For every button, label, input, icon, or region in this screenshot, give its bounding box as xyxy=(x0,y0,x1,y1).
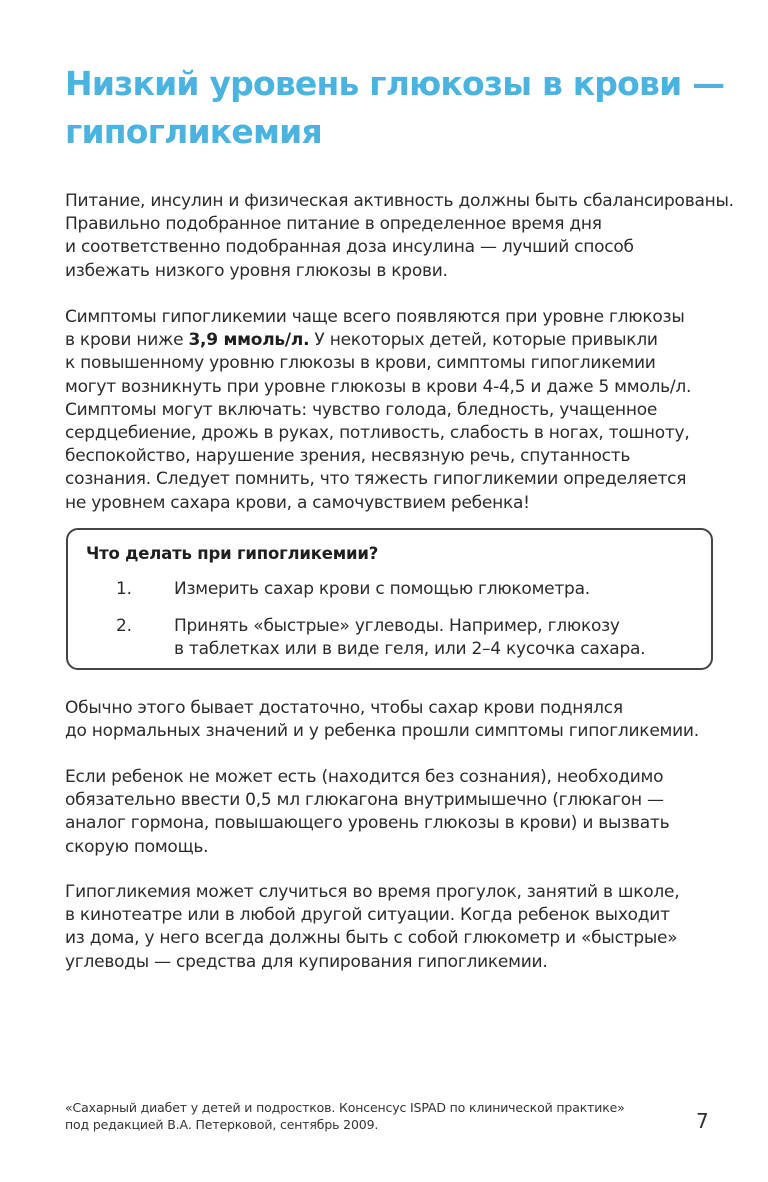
paragraph-line: могут возникнуть при уровне глюкозы в крови 4-4,5 и даже 5 ммоль/л. xyxy=(65,376,692,397)
paragraph-line: беспокойство, нарушение зрения, несвязную речь, спутанность xyxy=(65,446,631,467)
paragraph-line: углеводы — средства для купирования гипогликемии. xyxy=(65,951,548,972)
list-item-text: Измерить сахар крови с помощью глюкометра. xyxy=(174,579,590,599)
paragraph-line: до нормальных значений и у ребенка прошли симптомы гипогликемии. xyxy=(65,721,699,742)
paragraph-line: Симптомы гипогликемии чаще всего появляются при уровне глюкозы xyxy=(65,307,685,327)
paragraph-line: аналог гормона, повышающего уровень глюкозы в крови) и вызвать xyxy=(65,813,670,834)
paragraph-line: избежать низкого уровня глюкозы в крови. xyxy=(65,260,448,281)
list-item-number: 2. xyxy=(116,616,132,636)
paragraph-line: Симптомы могут включать: чувство голода, бледность, учащенное xyxy=(65,399,658,420)
paragraph-line: сердцебиение, дрожь в руках, потливость, слабость в ногах, тошноту, xyxy=(65,423,690,444)
paragraph-line: обязательно ввести 0,5 мл глюкагона внутримышечно (глюкагон — xyxy=(65,790,664,811)
hypoglycemia-actions-box xyxy=(66,528,713,670)
list-item-line: Принять «быстрые» углеводы. Например, глюкозу xyxy=(174,616,620,636)
paragraph-line: Обычно этого бывает достаточно, чтобы сахар крови поднялся xyxy=(65,698,623,718)
paragraph-line: сознания. Следует помнить, что тяжесть гипогликемии определяется xyxy=(65,469,687,490)
result-paragraph xyxy=(65,697,725,743)
paragraph-line: Гипогликемия может случиться во время прогулок, занятий в школе, xyxy=(65,882,680,902)
glucagon-paragraph xyxy=(65,766,725,859)
paragraph-line xyxy=(65,329,725,352)
list-item-line: в таблетках или в виде геля, или 2–4 кусочка сахара. xyxy=(174,639,646,660)
paragraph-line: из дома, у него всегда должны быть с собой глюкометр и «быстрые» xyxy=(65,928,678,949)
glucose-threshold: 3,9 ммоль/л. xyxy=(188,330,310,351)
list-item-text xyxy=(174,615,645,661)
text-fragment: в крови ниже xyxy=(65,330,189,351)
footnote-line: «Сахарный диабет у детей и подростков. Консенсус ISPAD по клинической практике» xyxy=(65,1100,625,1115)
paragraph-line: и соответственно подобранная доза инсулина — лучший способ xyxy=(65,237,634,258)
box-title: Что делать при гипогликемии? xyxy=(86,544,379,563)
page-title xyxy=(65,60,745,156)
title-line-1: Низкий уровень глюкозы в крови — xyxy=(65,64,725,103)
paragraph-line: скорую помощь. xyxy=(65,836,209,857)
paragraph-line: Питание, инсулин и физическая активность должны быть сбалансированы. xyxy=(65,191,734,211)
title-line-2: гипогликемия xyxy=(65,112,322,151)
text-fragment: У некоторых детей, которые привыкли xyxy=(309,330,658,351)
prevention-paragraph xyxy=(65,881,725,974)
footnote xyxy=(65,1099,685,1133)
page-number: 7 xyxy=(696,1109,709,1133)
paragraph-line: не уровнем сахара крови, а самочувствием ребенка! xyxy=(65,492,530,513)
paragraph-line: в кинотеатре или в любой другой ситуации. Когда ребенок выходит xyxy=(65,905,670,926)
symptoms-paragraph xyxy=(65,306,725,515)
paragraph-line: Правильно подобранное питание в определенное время дня xyxy=(65,214,602,235)
footnote-line: под редакцией В.А. Петерковой, сентябрь 2009. xyxy=(65,1117,379,1132)
paragraph-line: к повышенному уровню глюкозы в крови, симптомы гипогликемии xyxy=(65,353,656,374)
paragraph-line: Если ребенок не может есть (находится без сознания), необходимо xyxy=(65,767,664,787)
list-item-number: 1. xyxy=(116,579,132,599)
intro-paragraph xyxy=(65,190,734,283)
